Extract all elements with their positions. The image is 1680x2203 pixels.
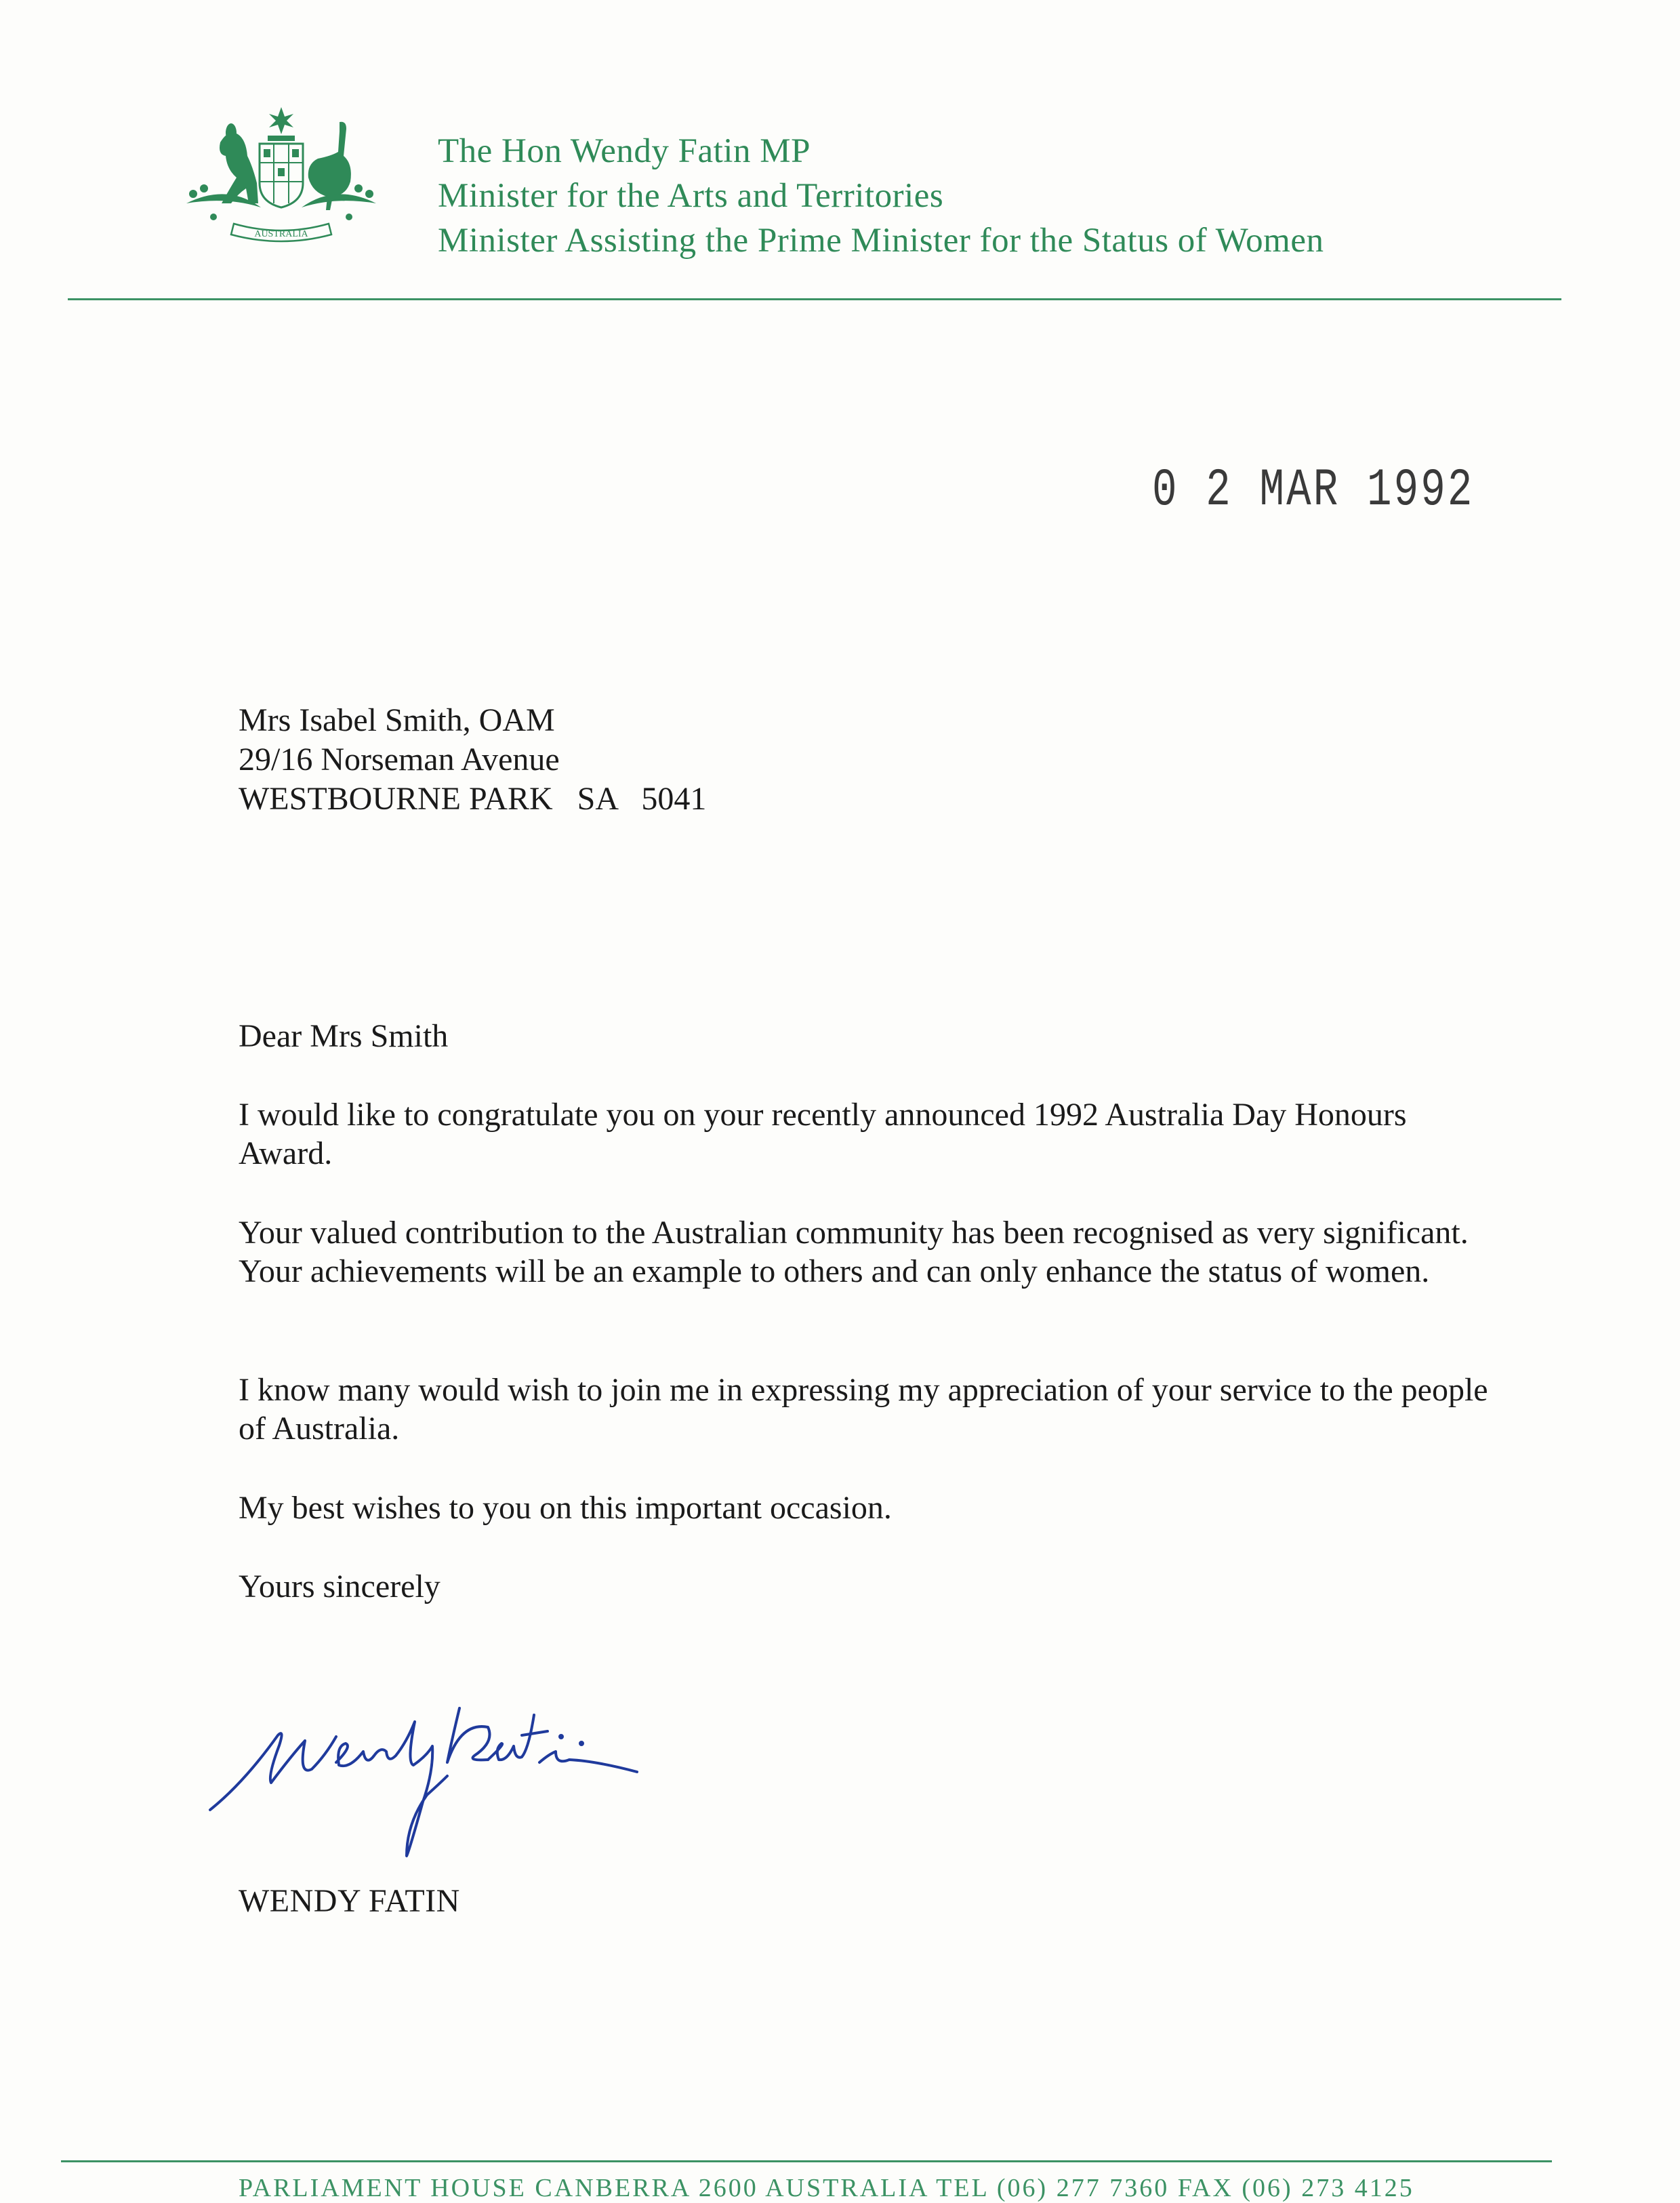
paragraph-best-wishes: My best wishes to you on this important occasion. (239, 1490, 892, 1526)
salutation: Dear Mrs Smith (239, 1018, 449, 1054)
footer-divider (61, 2160, 1552, 2162)
footer-address: PARLIAMENT HOUSE CANBERRA 2600 AUSTRALIA TEL (06) 277 7360 FAX (06) 273 4125 (239, 2174, 1414, 2202)
coat-of-arms-icon (173, 102, 390, 258)
recipient-address (239, 701, 706, 819)
handwritten-signature (203, 1681, 678, 1871)
recipient-locality: WESTBOURNE PARK SA 5041 (239, 781, 707, 817)
paragraph-congratulations: I would like to congratulate you on your recently announced 1992 Australia Day Honours Award. (239, 1097, 1407, 1171)
paragraph-appreciation: I know many would wish to join me in expressing my appreciation of your service to the people of Australia. (239, 1372, 1488, 1447)
minister-assisting: Minister Assisting the Prime Minister for the Status of Women (438, 222, 1324, 260)
minister-portfolio: Minister for the Arts and Territories (438, 177, 944, 215)
header-divider (68, 298, 1561, 300)
crest-motto: AUSTRALIA (254, 229, 308, 239)
signer-name: WENDY FATIN (239, 1883, 460, 1919)
letterhead (438, 129, 1324, 263)
closing: Yours sincerely (239, 1569, 441, 1604)
date-stamp: 0 2 MAR 1992 (1152, 461, 1475, 521)
recipient-name: Mrs Isabel Smith, OAM (239, 702, 555, 738)
recipient-street: 29/16 Norseman Avenue (239, 742, 560, 777)
paragraph-contribution: Your valued contribution to the Australian community has been recognised as very significant. Your achievements will be an example to others and can only enhance the status of women. (239, 1215, 1469, 1289)
minister-name: The Hon Wendy Fatin MP (438, 132, 811, 170)
